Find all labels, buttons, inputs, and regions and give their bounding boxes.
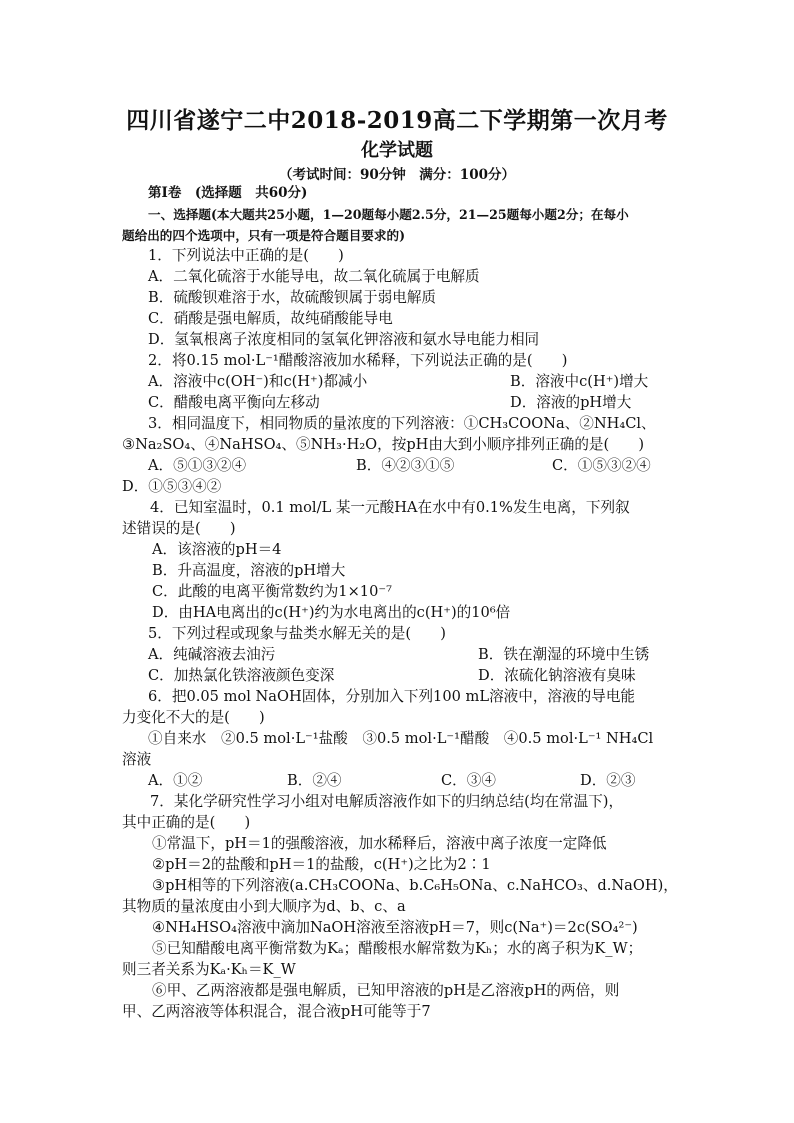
question-3-line-2: ③Na₂SO₄、④NaHSO₄、⑤NH₃·H₂O，按pH由大到小顺序排列正确的是( ) bbox=[122, 436, 645, 453]
instruction-line-2: 题给出的四个选项中，只有一项是符合题目要求的) bbox=[122, 228, 406, 243]
question-7-statement-3-cont: 其物质的量浓度由小到大顺序为d、b、c、a bbox=[122, 898, 406, 915]
exam-info: （考试时间：90分钟 满分：100分） bbox=[279, 167, 515, 183]
question-7-statement-1: ①常温下，pH＝1的强酸溶液，加水稀释后，溶液中离子浓度一定降低 bbox=[152, 835, 607, 852]
question-7-statement-3: ③pH相等的下列溶液(a.CH₃COONa、b.C₆H₅ONa、c.NaHCO₃、d.NaOH)， bbox=[152, 877, 678, 894]
question-2-option-d: D．溶液的pH增大 bbox=[510, 394, 632, 411]
question-1-option-a: A．二氧化硫溶于水能导电，故二氧化硫属于电解质 bbox=[148, 268, 480, 285]
subject-title: 化学试题 bbox=[361, 140, 433, 161]
question-2-option-c: C．醋酸电离平衡向左移动 bbox=[148, 394, 320, 411]
section-heading: 第Ⅰ卷 (选择题 共60分) bbox=[148, 185, 308, 201]
question-7-line-2: 其中正确的是( ) bbox=[122, 814, 251, 831]
question-7-statement-5-cont: 则三者关系为Kₐ·Kₕ＝K_W bbox=[122, 961, 296, 978]
instruction-line-1: 一、选择题(本大题共25小题，1—20题每小题2.5分，21—25题每小题2分；在每小 bbox=[148, 207, 629, 222]
question-4-option-b: B．升高温度，溶液的pH增大 bbox=[152, 562, 346, 579]
question-1-option-c: C．硝酸是强电解质，故纯硝酸能导电 bbox=[148, 310, 393, 327]
question-6-option-c: C．③④ bbox=[441, 772, 496, 789]
question-4-option-a: A．该溶液的pH＝4 bbox=[152, 541, 282, 558]
question-4: 4．已知室温时，0.1 mol/L 某一元酸HA在水中有0.1%发生电离，下列叙 bbox=[150, 499, 630, 516]
question-5-option-b: B．铁在潮湿的环境中生锈 bbox=[478, 646, 650, 663]
question-4-option-c: C．此酸的电离平衡常数约为1×10⁻⁷ bbox=[152, 583, 392, 600]
question-5: 5．下列过程或现象与盐类水解无关的是( ) bbox=[148, 625, 446, 642]
question-3: 3．相同温度下，相同物质的量浓度的下列溶液：①CH₃COONa、②NH₄Cl、 bbox=[148, 415, 656, 432]
question-6-line-2: 力变化不大的是( ) bbox=[122, 709, 265, 726]
question-7-statement-2: ②pH＝2的盐酸和pH＝1的盐酸，c(H⁺)之比为2∶1 bbox=[152, 856, 491, 873]
question-6: 6．把0.05 mol NaOH固体，分别加入下列100 mL溶液中，溶液的导电能 bbox=[148, 688, 636, 705]
question-7: 7．某化学研究性学习小组对电解质溶液作如下的归纳总结(均在常温下)， bbox=[150, 793, 624, 810]
question-7-statement-4: ④NH₄HSO₄溶液中滴加NaOH溶液至溶液pH＝7，则c(Na⁺)＝2c(SO₄²⁻) bbox=[152, 919, 638, 936]
question-4-line-2: 述错误的是( ) bbox=[122, 520, 236, 537]
question-6-option-d: D．②③ bbox=[580, 772, 636, 789]
question-6-option-a: A．①② bbox=[148, 772, 203, 789]
question-3-option-a: A．⑤①③②④ bbox=[148, 457, 247, 474]
question-3-option-c: C．①⑤③②④ bbox=[552, 457, 651, 474]
question-5-option-a: A．纯碱溶液去油污 bbox=[148, 646, 276, 663]
question-7-statement-6: ⑥甲、乙两溶液都是强电解质，已知甲溶液的pH是乙溶液pH的两倍，则 bbox=[152, 982, 620, 999]
question-1-option-d: D．氢氧根离子浓度相同的氢氧化钾溶液和氨水导电能力相同 bbox=[148, 331, 540, 348]
question-4-option-d: D．由HA电离出的c(H⁺)约为水电离出的c(H⁺)的10⁶倍 bbox=[152, 604, 511, 621]
question-7-statement-6-cont: 甲、乙两溶液等体积混合，混合液pH可能等于7 bbox=[122, 1003, 431, 1020]
question-6-solutions-cont: 溶液 bbox=[122, 751, 152, 768]
question-1: 1．下列说法中正确的是( ) bbox=[148, 247, 344, 264]
question-2-option-b: B．溶液中c(H⁺)增大 bbox=[510, 373, 649, 390]
question-3-option-b: B．④②③①⑤ bbox=[356, 457, 455, 474]
question-6-solutions: ①自来水 ②0.5 mol·L⁻¹盐酸 ③0.5 mol·L⁻¹醋酸 ④0.5 mol·L⁻¹ NH₄Cl bbox=[148, 730, 654, 747]
question-5-option-d: D．浓硫化钠溶液有臭味 bbox=[478, 667, 636, 684]
question-2-option-a: A．溶液中c(OH⁻)和c(H⁺)都减小 bbox=[148, 373, 368, 390]
question-6-option-b: B．②④ bbox=[287, 772, 342, 789]
question-5-option-c: C．加热氯化铁溶液颜色变深 bbox=[148, 667, 335, 684]
exam-title: 四川省遂宁二中2018-2019高二下学期第一次月考 bbox=[126, 107, 668, 134]
question-1-option-b: B．硫酸钡难溶于水，故硫酸钡属于弱电解质 bbox=[148, 289, 437, 306]
question-7-statement-5: ⑤已知醋酸电离平衡常数为Kₐ；醋酸根水解常数为Kₕ；水的离子积为K_W； bbox=[152, 940, 643, 957]
question-3-option-d: D．①⑤③④② bbox=[122, 478, 222, 495]
question-2: 2．将0.15 mol·L⁻¹醋酸溶液加水稀释，下列说法正确的是( ) bbox=[148, 352, 568, 369]
